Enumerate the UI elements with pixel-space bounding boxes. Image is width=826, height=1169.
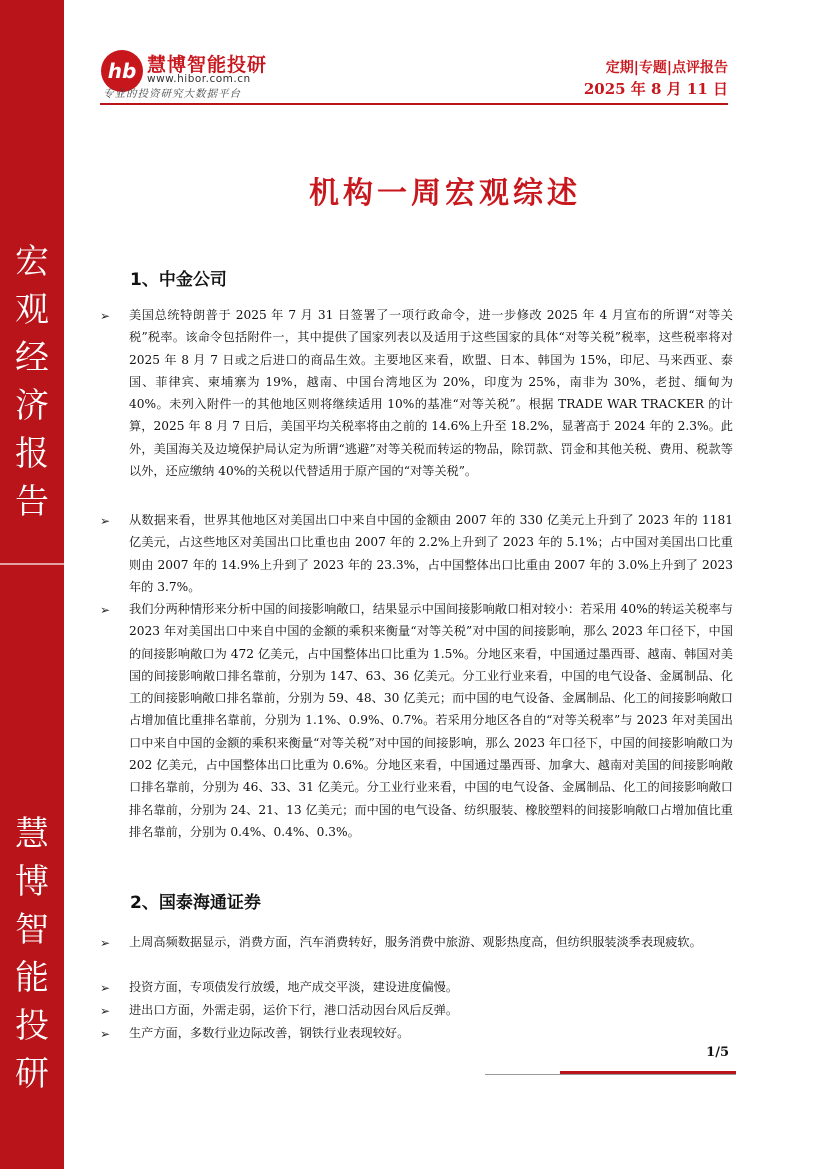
page-number: 1/5 bbox=[706, 1045, 729, 1060]
report-type: 定期|专题|点评报告 bbox=[605, 60, 728, 76]
logo-slogan: 专业的投资研究大数据平台 bbox=[103, 88, 241, 100]
logo-icon: hb bbox=[101, 50, 143, 92]
sidebar-bottom-label: 慧博智能投研 bbox=[15, 814, 49, 1094]
page-title: 机构一周宏观综述 bbox=[309, 176, 581, 211]
logo-name: 慧博智能投研 bbox=[147, 54, 268, 76]
sidebar-top-label: 宏观经济报告 bbox=[15, 242, 49, 522]
bullet-arrow-icon: ➢ bbox=[100, 309, 111, 323]
paragraph-2-3: 进出口方面，外需走弱，运价下行，港口活动因台风后反弹。 bbox=[129, 1003, 459, 1017]
footer-accent bbox=[560, 1071, 736, 1074]
paragraph-2-4: 生产方面，多数行业边际改善，钢铁行业表现较好。 bbox=[129, 1026, 410, 1040]
paragraph-1-1: 美国总统特朗普于 2025 年 7 月 31 日签署了一项行政命令，进一步修改 2025 年 4 月宣布的所谓“对等关税”税率。该命令包括附件一，其中提供了国家列表以及适用于这些国家的具体“对等关税”税率，这些税率将对 2025 年 8 月 7 日或之后进口的商品生效。主要地区来看，欧盟、日本、韩国为 15%，印尼、马来西亚、泰国、菲律宾、柬埔寨为 19%，越南、中国台湾地区为 20%，印度为 25%，南非为 30%，老挝、缅甸为 40%。未列入附件一的其他地区则将继续适用 10%的基准“对等关税”。根据 TRADE WAR TRACKER 的计算，2025 年 8 月 7 日后，美国平均关税率将由之前的 14.6%上升至 18.2%，显著高于 2024 年的 2.3%。此外，美国海关及边境保护局认定为所谓“逃避”对等关税而转运的物品，除罚款、罚金和其他关税、费用、税款等以外，还应缴纳 40%的关税以代替适用于原产国的“对等关税”。 bbox=[129, 308, 733, 479]
bullet-arrow-icon: ➢ bbox=[100, 603, 111, 617]
bullet-arrow-icon: ➢ bbox=[100, 981, 111, 995]
paragraph-1-3: 我们分两种情形来分析中国的间接影响敞口，结果显示中国间接影响敞口相对较小：若采用 40%的转运关税率与 2023 年对美国出口中来自中国的金额的乘积来衡量“对等关税”对中国的间接影响，那么 2023 年口径下，中国的间接影响敞口为 472 亿美元，占中国整体出口比重为 1.5%。分地区来看，中国通过墨西哥、越南、韩国对美国的间接影响敞口排名靠前，分别为 147、63、36 亿美元。分工业行业来看，中国的电气设备、金属制品、化工的间接影响敞口排名靠前，分别为 59、48、30 亿美元；而中国的电气设备、金属制品、化工的间接影响敞口占增加值比重排名靠前，分别为 1.1%、0.9%、0.7%。若采用分地区各自的“对等关税率”与 2023 年对美国出口中来自中国的金额的乘积来衡量“对等关税”对中国的间接影响，那么 2023 年口径下，中国的间接影响敞口为 202 亿美元，占中国整体出口比重为 0.6%。分地区来看，中国通过墨西哥、加拿大、越南对美国的间接影响敞口排名靠前，分别为 46、33、31 亿美元。分工业行业来看，中国的电气设备、金属制品、化工的间接影响敞口排名靠前，分别为 24、21、13 亿美元；而中国的电气设备、纺织服装、橡胶塑料的间接影响敞口占增加值比重排名靠前，分别为 0.4%、0.4%、0.3%。 bbox=[129, 602, 733, 839]
paragraph-2-1: 上周高频数据显示，消费方面，汽车消费转好，服务消费中旅游、观影热度高，但纺织服装淡季表现疲软。 bbox=[129, 935, 702, 949]
sidebar-divider bbox=[0, 563, 64, 565]
header-divider bbox=[100, 103, 728, 105]
bullet-arrow-icon: ➢ bbox=[100, 1004, 111, 1018]
bullet-arrow-icon: ➢ bbox=[100, 936, 111, 950]
section-heading-2: 2、国泰海通证券 bbox=[130, 893, 261, 913]
paragraph-2-2: 投资方面，专项债发行放缓，地产成交平淡，建设进度偏慢。 bbox=[129, 980, 459, 994]
logo-url: www.hibor.com.cn bbox=[147, 73, 251, 85]
bullet-arrow-icon: ➢ bbox=[100, 514, 111, 528]
section-heading-1: 1、中金公司 bbox=[130, 270, 227, 290]
report-date: 2025 年 8 月 11 日 bbox=[583, 80, 728, 98]
sidebar bbox=[0, 0, 64, 1169]
bullet-arrow-icon: ➢ bbox=[100, 1027, 111, 1041]
paragraph-1-2: 从数据来看，世界其他地区对美国出口中来自中国的金额由 2007 年的 330 亿美元上升到了 2023 年的 1181 亿美元，占这些地区对美国出口比重也由 2007 年的 2.2%上升到了 2023 年的 5.1%；占中国对美国出口比重则由 2007 年的 14.9%上升到了 2023 年的 23.3%，占中国整体出口比重由 2007 年的 3.0%上升到了 2023 年的 3.7%。 bbox=[129, 513, 733, 594]
footer-divider bbox=[485, 1074, 736, 1075]
